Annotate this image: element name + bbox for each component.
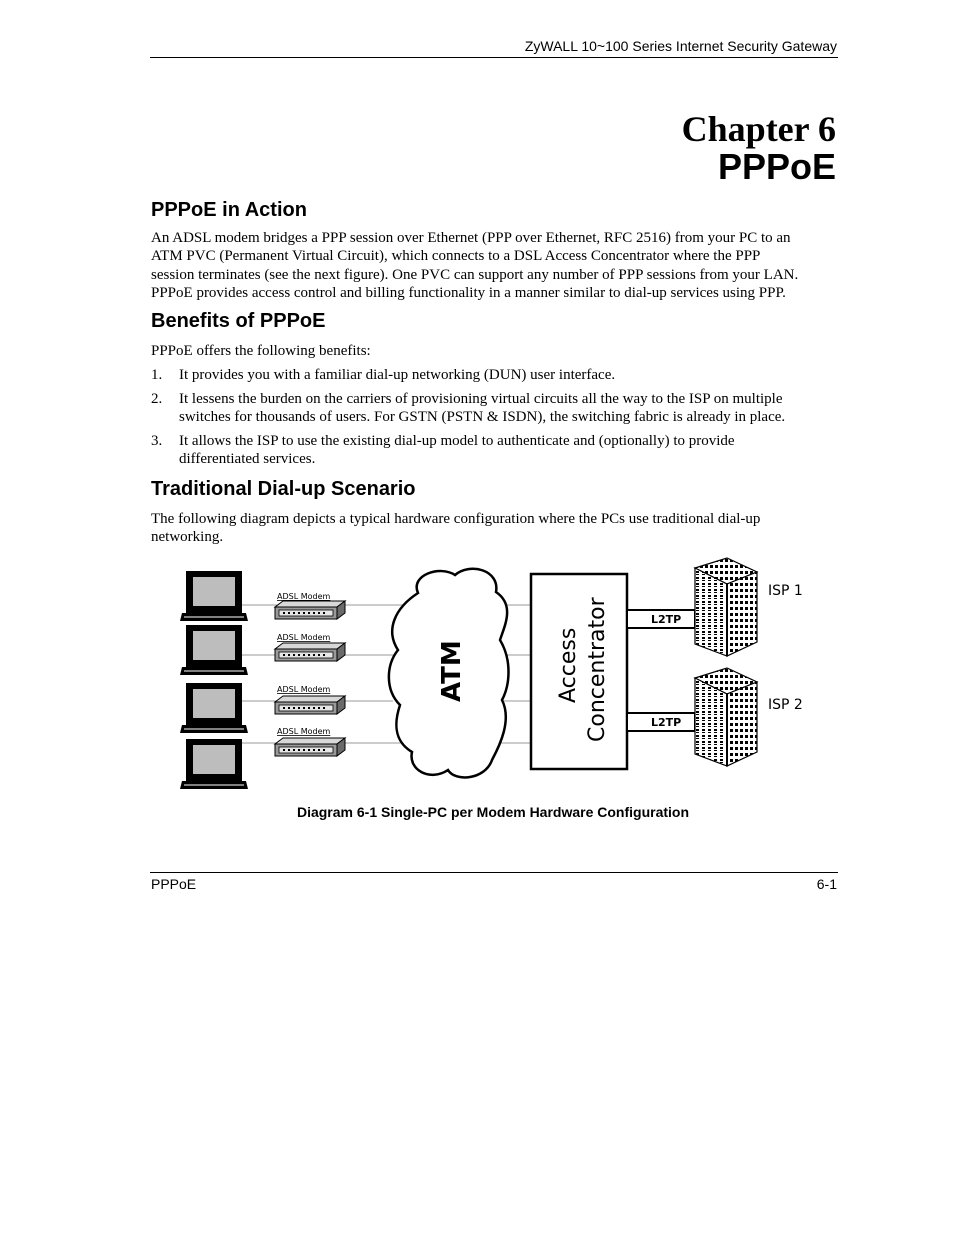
pc-icon	[180, 625, 248, 675]
chapter-number: Chapter 6	[681, 109, 836, 149]
text-line: switches for thousands of users. For GSTN (PSTN & ISDN), the switching fabric is already in place.	[179, 409, 786, 426]
modem-icon	[275, 601, 345, 619]
list-item-number: 3.	[151, 433, 163, 449]
section-heading-benefits: Benefits of PPPoE	[151, 310, 326, 332]
text-line: networking.	[151, 529, 224, 546]
modem-label: ADSL Modem	[277, 633, 331, 642]
text-line: session terminates (see the next figure). One PVC can support any number of PPP sessions from your LAN.	[151, 266, 799, 283]
running-header: ZyWALL 10~100 Series Internet Security Gateway	[524, 38, 837, 54]
chapter-title: PPPoE	[717, 146, 836, 187]
footer-rule	[150, 872, 838, 873]
concentrator-label-line2: Concentrator	[585, 597, 610, 742]
modem-label: ADSL Modem	[277, 592, 331, 601]
list-item-number: 2.	[151, 391, 163, 407]
section-heading-traditional-dialup: Traditional Dial-up Scenario	[151, 478, 416, 500]
modem-icon	[275, 696, 345, 714]
pc-icon	[180, 683, 248, 733]
benefits-intro: PPPoE offers the following benefits:	[151, 343, 371, 359]
text-line: ATM PVC (Permanent Virtual Circuit), which connects to a DSL Access Concentrator where the PPP	[151, 248, 761, 265]
pc-icon	[180, 571, 248, 621]
isp1-label: ISP 1	[768, 583, 803, 599]
text-line: The following diagram depicts a typical hardware configuration where the PCs use traditional dial-up	[151, 511, 761, 527]
l2tp-label: L2TP	[651, 613, 682, 626]
text-line: It lessens the burden on the carriers of provisioning virtual circuits all the way to the ISP on multiple	[179, 391, 783, 407]
diagram-caption: Diagram 6-1 Single-PC per Modem Hardware Configuration	[296, 804, 690, 820]
isp2-label: ISP 2	[768, 697, 803, 713]
modem-icon	[275, 643, 345, 661]
text-line: It allows the ISP to use the existing dial-up model to authenticate and (optionally) to provide	[179, 433, 735, 449]
text-line: differentiated services.	[179, 451, 316, 468]
modem-label: ADSL Modem	[277, 685, 331, 694]
text-line: It provides you with a familiar dial-up networking (DUN) user interface.	[179, 367, 616, 383]
atm-label: ATM	[437, 640, 467, 702]
isp-building-icon	[695, 558, 757, 656]
text-line: PPPoE provides access control and billing functionality in a manner similar to dial-up services using PPP.	[151, 284, 786, 301]
isp-building-icon	[695, 668, 757, 766]
modem-label: ADSL Modem	[277, 727, 331, 736]
footer-section-name: PPPoE	[151, 876, 197, 892]
page-number: 6-1	[816, 876, 837, 892]
text-line: An ADSL modem bridges a PPP session over Ethernet (PPP over Ethernet, RFC 2516) from your PC to an	[151, 230, 791, 246]
modem-icon	[275, 738, 345, 756]
concentrator-label-line1: Access	[556, 627, 581, 703]
pc-icon	[180, 739, 248, 789]
list-item-number: 1.	[151, 367, 163, 383]
l2tp-label: L2TP	[651, 716, 682, 729]
section-heading-pppoe-in-action: PPPoE in Action	[151, 199, 307, 221]
